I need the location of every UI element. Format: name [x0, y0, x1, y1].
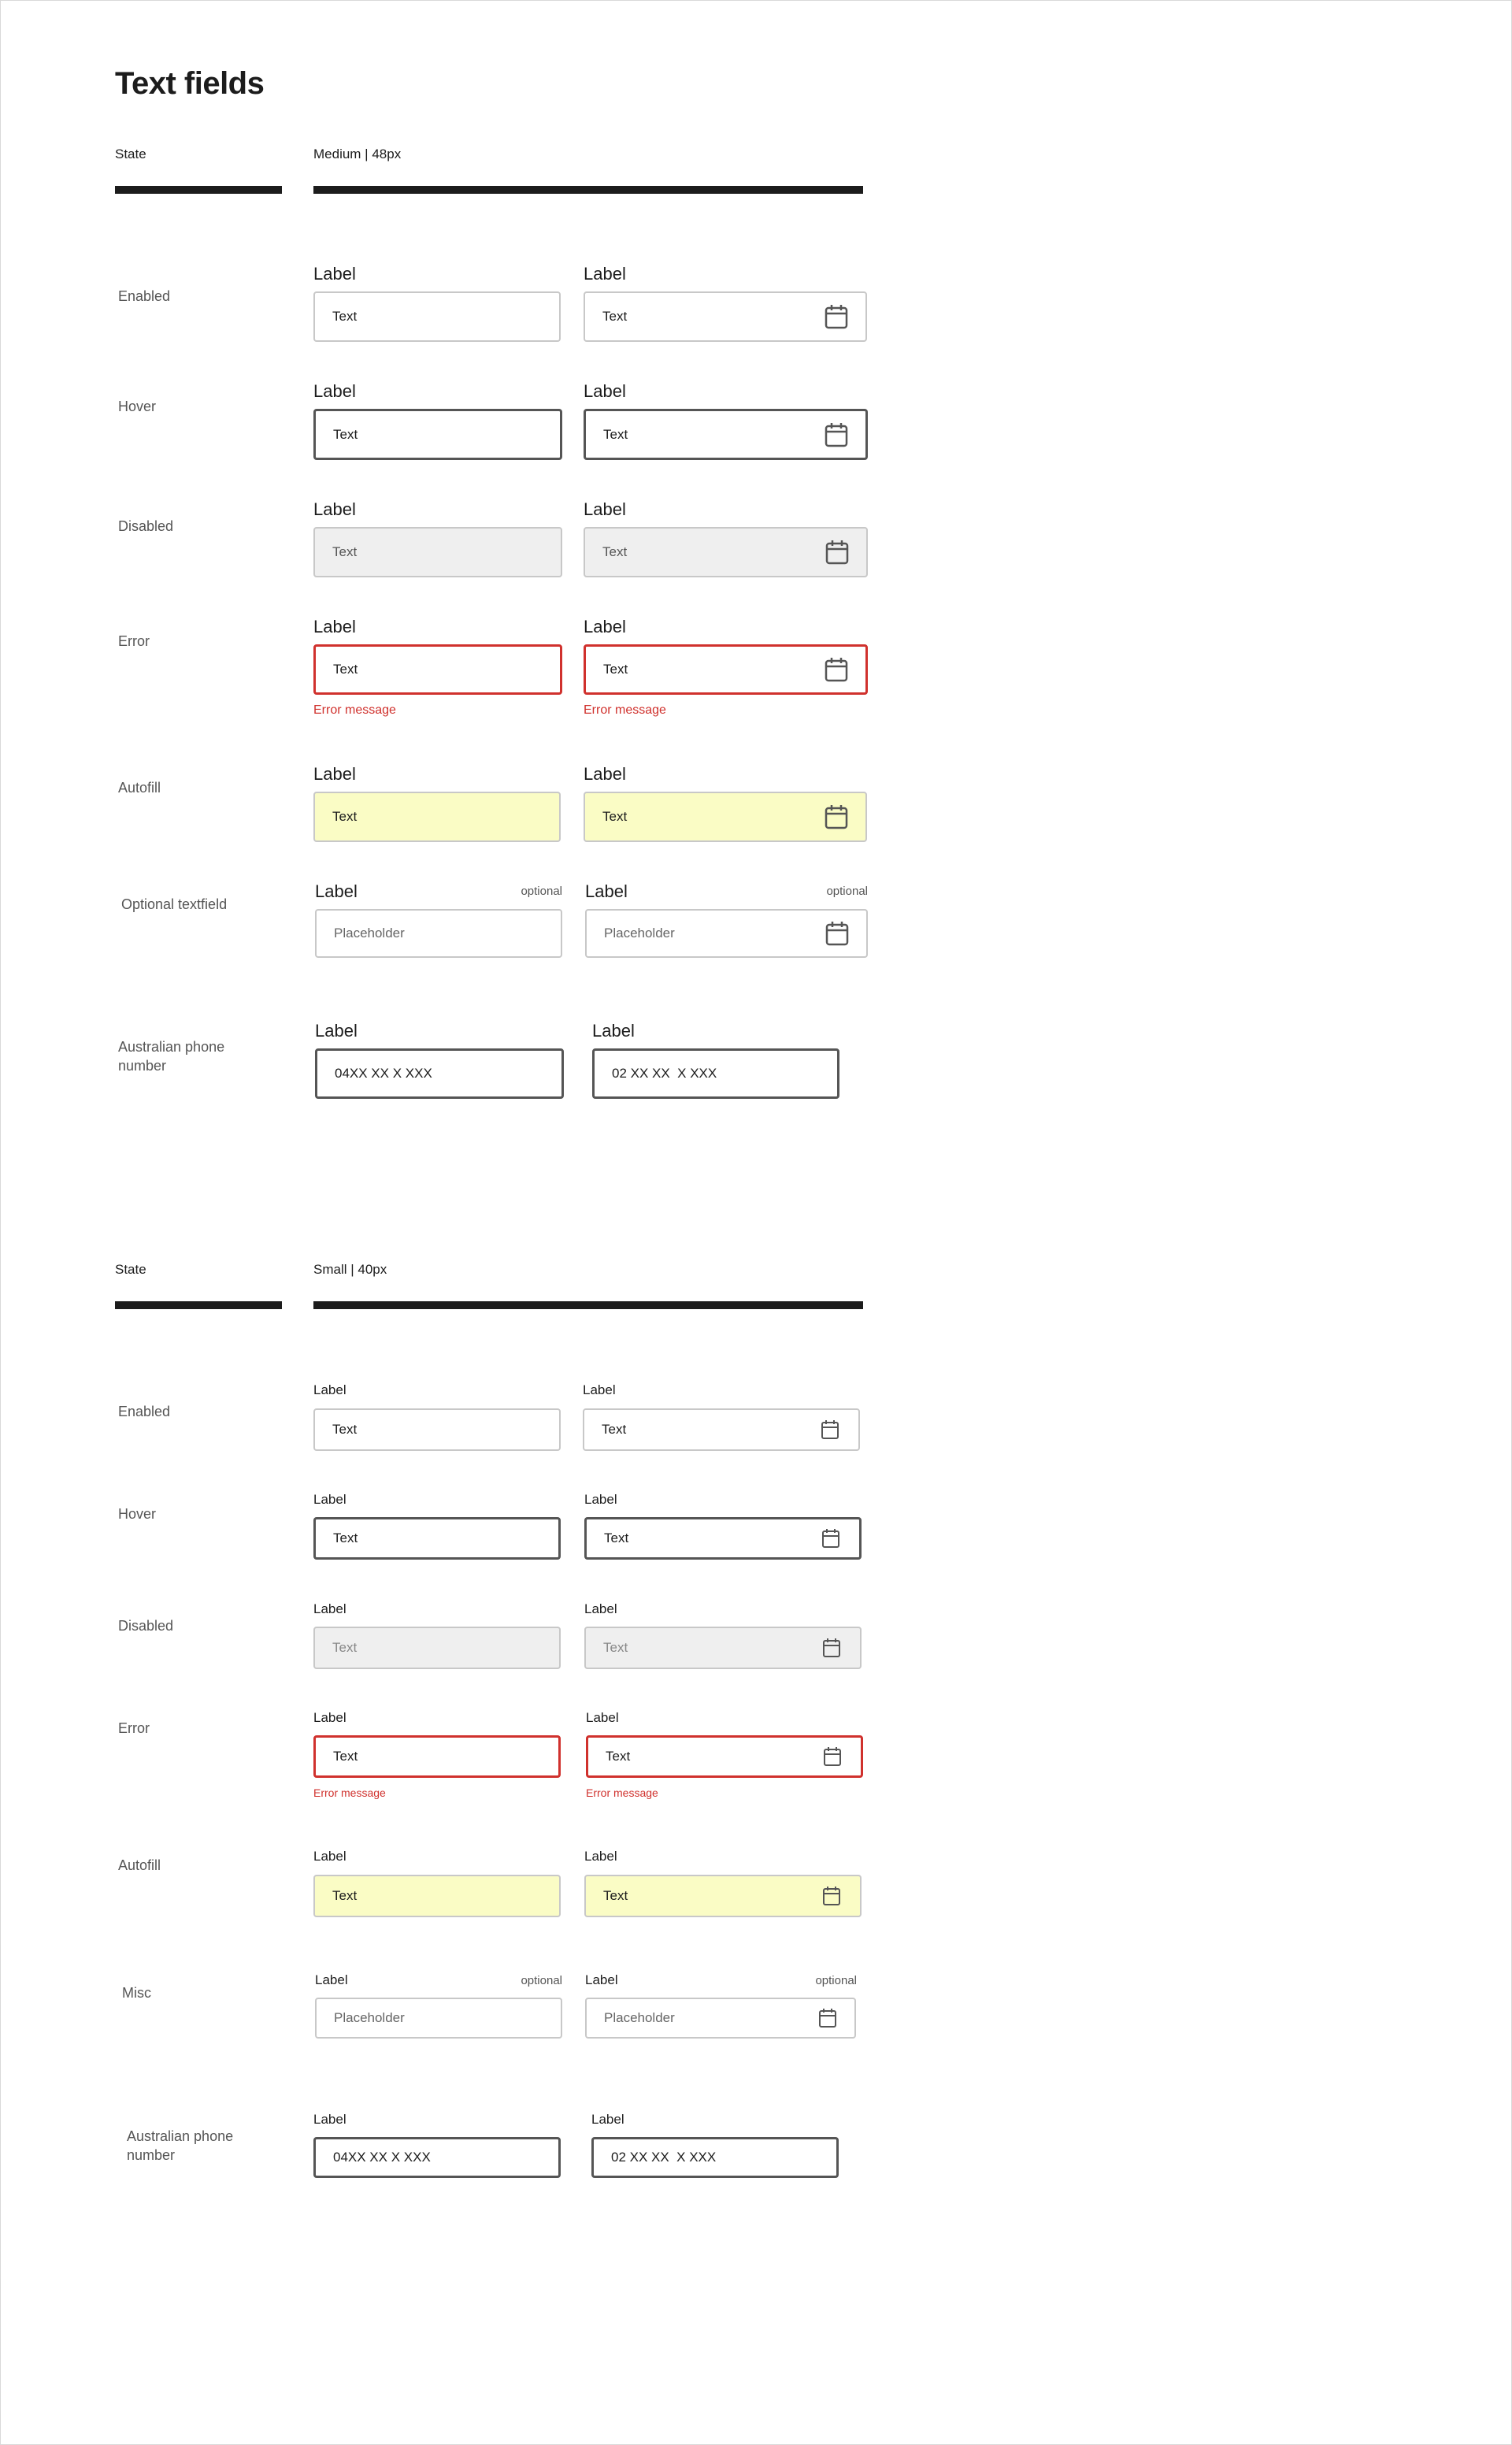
field-label: Label: [313, 1601, 346, 1616]
field-label: Label: [584, 499, 626, 519]
date-input-error[interactable]: [586, 1735, 863, 1778]
state-label-enabled: Enabled: [118, 288, 171, 304]
state-column-header: State: [115, 1262, 146, 1277]
calendar-icon[interactable]: [825, 304, 848, 329]
field-label: Label: [313, 1849, 346, 1864]
state-label-error: Error: [118, 633, 150, 649]
date-input-error[interactable]: [584, 644, 868, 695]
field-label: Label: [315, 881, 358, 901]
field-label: Label: [586, 1710, 619, 1725]
input-value: Text: [606, 1749, 631, 1764]
text-input-optional[interactable]: [315, 1998, 562, 2039]
field-label: Label: [591, 2112, 624, 2127]
state-label-hover: Hover: [118, 1506, 157, 1522]
error-message: Error message: [313, 1786, 386, 1799]
calendar-icon[interactable]: [825, 657, 848, 682]
optional-hint: optional: [815, 1974, 857, 1987]
field-label: Label: [584, 1849, 617, 1864]
input-value: Text: [602, 1422, 627, 1437]
text-input-enabled[interactable]: [313, 1408, 561, 1451]
text-input-error[interactable]: [313, 644, 562, 695]
size-column-header: Medium | 48px: [313, 147, 402, 161]
state-label-phone: Australian phone number: [118, 1039, 225, 1074]
date-input-disabled: [584, 527, 868, 577]
input-value: 04XX XX X XXX: [333, 2150, 431, 2165]
date-input-autofill[interactable]: [584, 1875, 862, 1917]
size-header-bar: [313, 186, 863, 194]
input-value: Text: [333, 662, 358, 677]
state-header-bar: [115, 186, 282, 194]
text-input-disabled: [313, 1627, 561, 1669]
landline-phone-input[interactable]: [592, 1048, 839, 1099]
input-value: Text: [603, 1888, 628, 1903]
text-input-hover[interactable]: [313, 1517, 561, 1560]
calendar-icon[interactable]: [823, 1746, 842, 1767]
optional-hint: optional: [826, 885, 868, 898]
state-label-autofill: Autofill: [118, 780, 161, 796]
input-value: Text: [602, 309, 628, 324]
field-label: Label: [584, 617, 626, 636]
text-input-enabled[interactable]: [313, 291, 561, 342]
field-label: Label: [313, 2112, 346, 2127]
state-header-bar: [115, 1301, 282, 1309]
state-label-phone: Australian phone number: [127, 2128, 234, 2163]
field-label: Label: [592, 1021, 635, 1041]
field-label: Label: [315, 1972, 348, 1987]
input-value: Text: [333, 426, 358, 442]
input-value: Text: [332, 309, 358, 324]
input-value: Text: [333, 1530, 358, 1545]
field-label: Label: [583, 1382, 616, 1397]
text-input-autofill[interactable]: [313, 792, 561, 842]
state-label-enabled: Enabled: [118, 1404, 171, 1419]
optional-hint: optional: [521, 1974, 562, 1987]
field-label: Label: [584, 264, 626, 284]
field-label: Label: [585, 881, 628, 901]
text-input-error[interactable]: [313, 1735, 561, 1778]
state-label-disabled: Disabled: [118, 1618, 174, 1634]
field-label: Label: [584, 1601, 617, 1616]
field-label: Label: [584, 764, 626, 784]
input-value: Text: [604, 1530, 629, 1545]
mobile-phone-input[interactable]: [315, 1048, 564, 1099]
error-message: Error message: [586, 1786, 658, 1799]
field-label: Label: [313, 381, 356, 401]
input-placeholder: Placeholder: [604, 926, 675, 941]
calendar-icon: [822, 1638, 841, 1658]
input-value: 02 XX XX X XXX: [611, 2150, 717, 2165]
input-value: Text: [602, 809, 628, 824]
input-value: Text: [602, 544, 628, 559]
page-title: Text fields: [115, 66, 265, 101]
text-input-hover[interactable]: [313, 409, 562, 460]
error-message: Error message: [584, 703, 666, 717]
field-label: Label: [313, 1492, 346, 1507]
field-label: Label: [313, 1710, 346, 1725]
state-label-error: Error: [118, 1720, 150, 1736]
date-input-disabled: [584, 1627, 862, 1669]
text-input-optional[interactable]: [315, 909, 562, 958]
input-placeholder: Placeholder: [334, 926, 405, 941]
field-label: Label: [313, 264, 356, 284]
size-column-header: Small | 40px: [313, 1262, 387, 1277]
state-label-misc: Misc: [122, 1985, 151, 2001]
input-placeholder: Placeholder: [604, 2010, 675, 2025]
state-label-optional: Optional textfield: [121, 896, 228, 912]
input-value: 04XX XX X XXX: [335, 1066, 432, 1081]
calendar-icon[interactable]: [825, 921, 849, 946]
calendar-icon[interactable]: [821, 1419, 839, 1440]
input-placeholder: Placeholder: [334, 2010, 405, 2025]
date-input-optional[interactable]: [585, 909, 868, 958]
error-message: Error message: [313, 703, 396, 717]
input-value: Text: [332, 1422, 358, 1437]
field-label: Label: [584, 381, 626, 401]
field-label: Label: [313, 617, 356, 636]
input-value: Text: [333, 1749, 358, 1764]
field-label: Label: [315, 1021, 358, 1041]
input-value: Text: [603, 662, 628, 677]
state-label-hover: Hover: [118, 399, 157, 414]
date-input-hover[interactable]: [584, 409, 868, 460]
calendar-icon[interactable]: [825, 422, 848, 447]
text-input-autofill[interactable]: [313, 1875, 561, 1917]
calendar-icon[interactable]: [821, 1528, 840, 1549]
landline-phone-input[interactable]: [591, 2137, 839, 2178]
state-label-autofill: Autofill: [118, 1857, 161, 1873]
calendar-icon: [825, 540, 849, 565]
input-value: Text: [332, 1640, 358, 1655]
state-label-disabled: Disabled: [118, 518, 174, 534]
date-input-autofill[interactable]: [584, 792, 867, 842]
date-input-hover[interactable]: [584, 1517, 862, 1560]
input-value: Text: [332, 809, 358, 824]
field-label: Label: [585, 1972, 618, 1987]
field-label: Label: [584, 1492, 617, 1507]
calendar-icon[interactable]: [825, 804, 848, 829]
input-value: Text: [603, 426, 628, 442]
input-value: Text: [603, 1640, 628, 1655]
state-column-header: State: [115, 147, 146, 161]
field-label: Label: [313, 764, 356, 784]
input-value: Text: [332, 1888, 358, 1903]
input-value: Text: [332, 544, 358, 559]
mobile-phone-input[interactable]: [313, 2137, 561, 2178]
calendar-icon[interactable]: [818, 2008, 837, 2028]
calendar-icon[interactable]: [822, 1886, 841, 1906]
size-header-bar: [313, 1301, 863, 1309]
date-input-enabled[interactable]: [583, 1408, 860, 1451]
date-input-enabled[interactable]: [584, 291, 867, 342]
text-input-disabled: [313, 527, 562, 577]
field-label: Label: [313, 499, 356, 519]
optional-hint: optional: [521, 885, 562, 898]
date-input-optional[interactable]: [585, 1998, 856, 2039]
field-label: Label: [313, 1382, 346, 1397]
input-value: 02 XX XX X XXX: [612, 1066, 717, 1081]
